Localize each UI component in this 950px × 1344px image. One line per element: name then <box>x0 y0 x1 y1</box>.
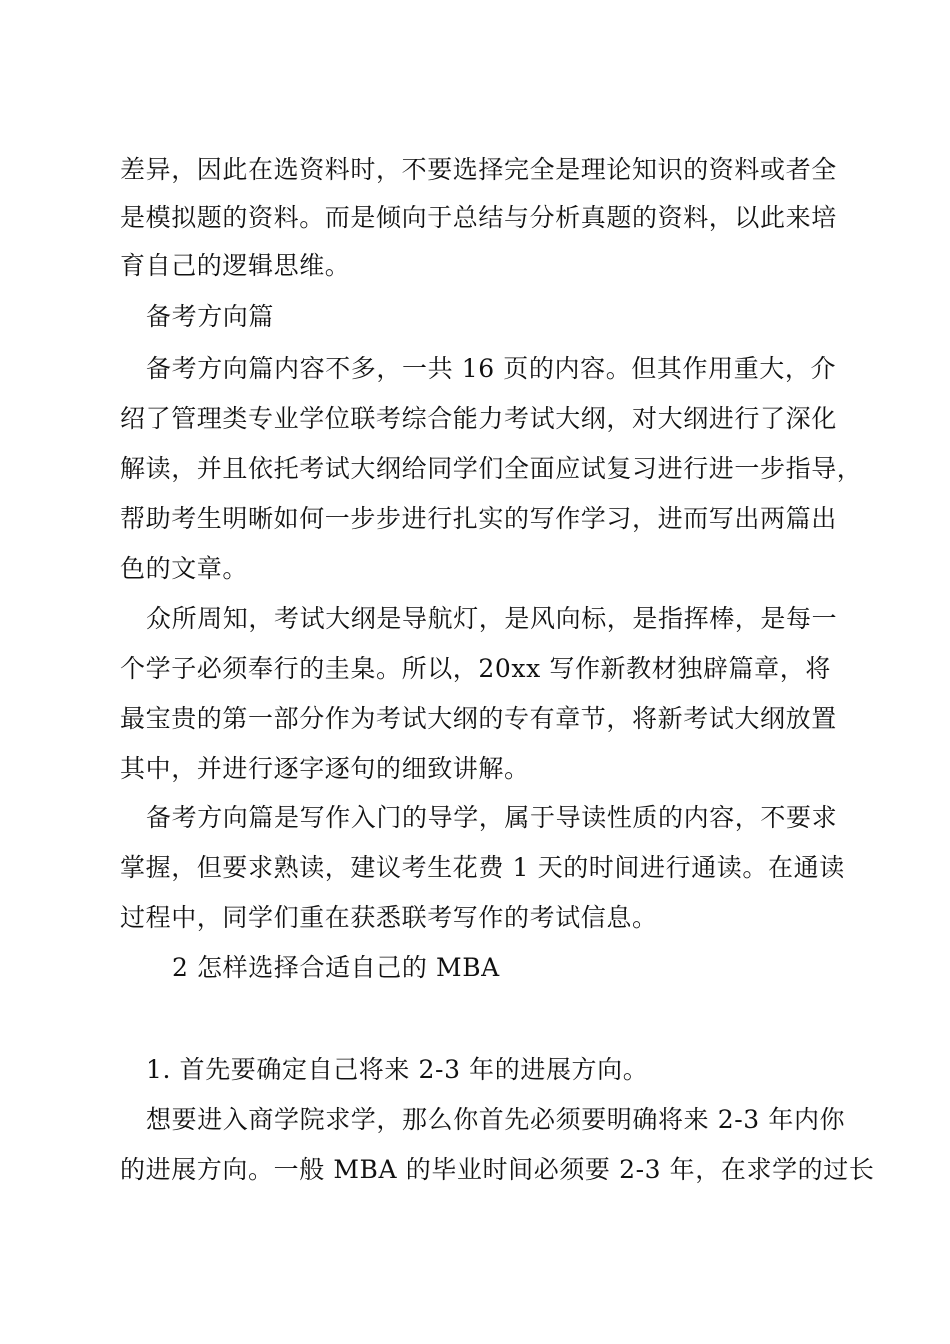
section-heading: 备考方向篇 <box>146 302 275 331</box>
text-line: 个学子必须奉行的圭臬。所以，20xx 写作新教材独辟篇章，将 <box>120 654 831 683</box>
text-line: 过程中，同学们重在获悉联考写作的考试信息。 <box>120 903 658 932</box>
text-line: 备考方向篇是写作入门的导学，属于导读性质的内容，不要求 <box>146 803 838 832</box>
text-line: 解读，并且依托考试大纲给同学们全面应试复习进行进一步指导， <box>120 454 863 483</box>
text-line: 绍了管理类专业学位联考综合能力考试大纲，对大纲进行了深化 <box>120 404 837 433</box>
text-line: 育自己的逻辑思维。 <box>120 251 351 280</box>
text-line: 其中，并进行逐字逐句的细致讲解。 <box>120 754 530 783</box>
text-line: 最宝贵的第一部分作为考试大纲的专有章节，将新考试大纲放置 <box>120 704 837 733</box>
text-line: 差异，因此在选资料时，不要选择完全是理论知识的资料或者全 <box>120 155 837 184</box>
text-line: 众所周知，考试大纲是导航灯，是风向标，是指挥棒，是每一 <box>146 604 838 633</box>
text-line: 色的文章。 <box>120 554 249 583</box>
text-line: 备考方向篇内容不多，一共 16 页的内容。但其作用重大，介 <box>146 354 837 383</box>
text-line: 掌握，但要求熟读，建议考生花费 1 天的时间进行通读。在通读 <box>120 853 845 882</box>
text-line: 想要进入商学院求学，那么你首先必须要明确将来 2-3 年内你 <box>146 1105 846 1134</box>
text-line: 是模拟题的资料。而是倾向于总结与分析真题的资料，以此来培 <box>120 203 837 232</box>
section-heading: 2 怎样选择合适自己的 MBA <box>172 953 500 982</box>
text-line: 帮助考生明晰如何一步步进行扎实的写作学习，进而写出两篇出 <box>120 504 837 533</box>
list-item: 1. 首先要确定自己将来 2-3 年的进展方向。 <box>146 1055 649 1084</box>
text-line: 的进展方向。一般 MBA 的毕业时间必须要 2-3 年，在求学的过长 <box>120 1155 875 1184</box>
